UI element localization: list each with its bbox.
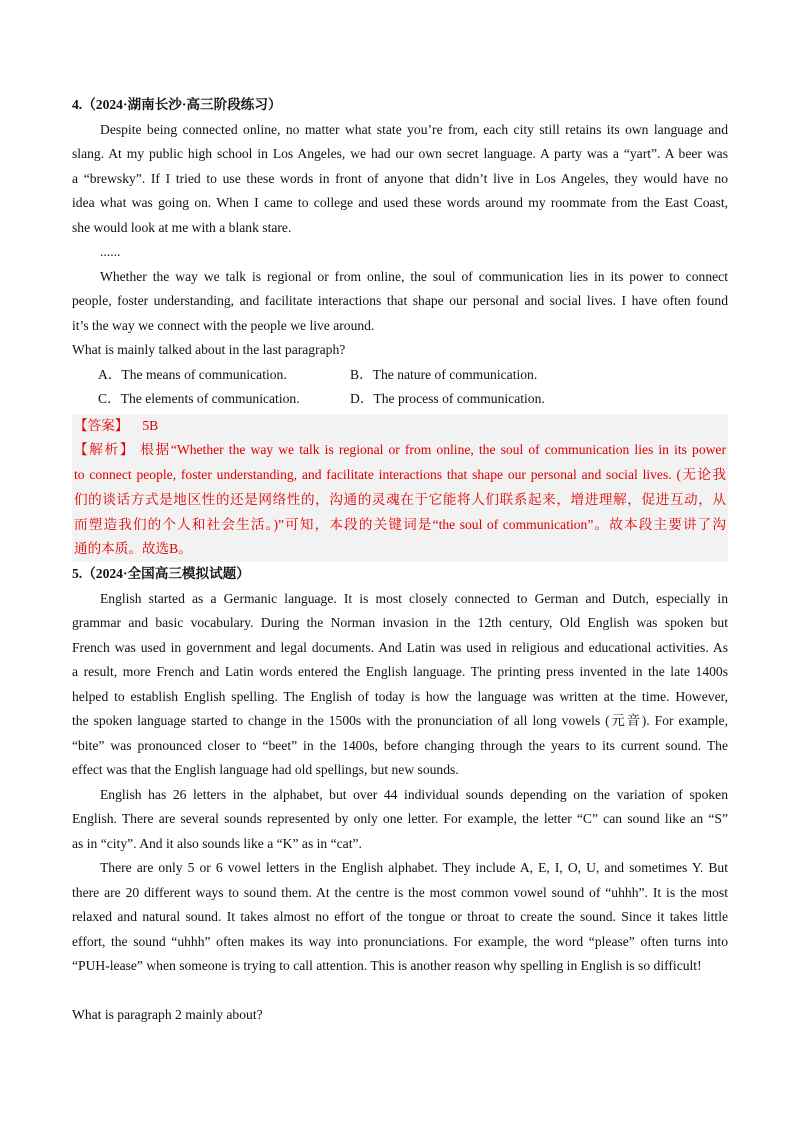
text-line: it’s the way we connect with the people we live around. [72, 317, 375, 333]
answer-line [74, 414, 726, 439]
q4-heading: 4.（2024·湖南长沙·高三阶段练习） [72, 97, 282, 112]
text-line: a result, more French and Latin words entered the English language. The printing press invented in the late 1400s [72, 664, 728, 680]
q4-passage-paragraph-2 [72, 265, 728, 339]
answer-tag: 【答案】 [74, 417, 129, 433]
spacer [72, 979, 728, 1004]
text-line: idea what was going on. When I came to college and used these words around my roommate from the East Coast, [72, 195, 728, 210]
option-c[interactable]: C．The elements of communication. [98, 391, 300, 406]
text-line: English. There are several sounds represented by only one letter. For example, the letter “C” can sound like an “S” [72, 811, 728, 827]
text-line: relaxed and natural sound. It takes almost no effort of the tongue or throat to create the sound. Since it takes little [72, 909, 728, 925]
text-line: “PUH-lease” when someone is trying to call attention. This is another reason why spelling in English is so difficult! [72, 958, 702, 974]
text-line: there are 20 different ways to sound them. At the centre is the most common vowel sound of “uhhh”. It is the most [72, 884, 728, 900]
answer-value: 5B [142, 417, 159, 433]
text-line: people, foster understanding, and facilitate interactions that shape our personal and social lives. I have often found [72, 293, 728, 308]
q4-options-row-2 [72, 387, 728, 412]
text-line: she would look at me with a blank stare. [72, 219, 292, 235]
analysis-line [74, 438, 726, 463]
analysis-tag: 【解析】 [74, 442, 136, 458]
q5-paragraph-1 [72, 587, 728, 783]
text-line: helped to establish English spelling. The English of today is how the language was written at the time. However, [72, 688, 728, 704]
q4-question: What is mainly talked about in the last paragraph? [72, 342, 346, 357]
q5-question: What is paragraph 2 mainly about? [72, 1007, 263, 1023]
q5-paragraph-2 [72, 783, 728, 857]
answer-analysis-box [72, 414, 728, 563]
q4-options-row-1 [72, 363, 728, 388]
analysis-line: 通的本质。故选B。 [74, 541, 192, 557]
text-line: as in “city”. And it also sounds like a “K” as in “cat”. [72, 835, 362, 851]
q5-paragraph-3 [72, 856, 728, 979]
q4-passage-paragraph-1 [72, 118, 728, 241]
analysis-text: 根据“Whether the way we talk is regional or from online, the soul of communication lies in its power [140, 442, 726, 458]
text-line: French was used in government and legal documents. And Latin was used in religious and educational activities. As [72, 639, 728, 655]
option-a[interactable]: A．The means of communication. [98, 366, 287, 382]
text-line: There are only 5 or 6 vowel letters in the English alphabet. They include A, E, I, O, U, and sometimes Y. But [100, 860, 728, 876]
analysis-line: to connect people, foster understanding, and facilitate interactions that shape our personal and social lives. (无论我 [74, 467, 726, 483]
ellipsis: ...... [100, 244, 121, 259]
text-line: Whether the way we talk is regional or from online, the soul of communication lies in its power to connect [100, 268, 728, 284]
text-line: slang. At my public high school in Los Angeles, we had our own secret language. A party was a “yart”. A beer was [72, 146, 728, 161]
option-b[interactable]: B．The nature of communication. [350, 366, 538, 382]
q5-heading: 5.（2024·全国高三模拟试题） [72, 566, 250, 582]
text-line: English has 26 letters in the alphabet, but over 44 individual sounds depending on the variation of spoken [100, 786, 728, 802]
text-line: “bite” was pronounced closer to “beet” in the 1400s, before changing through the years to its current sound. The [72, 737, 728, 753]
text-line: a “brewsky”. If I tried to use these words in front of anyone that didn’t live in Los Angeles, they would have no [72, 170, 728, 186]
text-line: English started as a Germanic language. It is most closely connected to German and Dutch, especially in [100, 590, 728, 606]
analysis-line: 而塑造我们的个人和社会生活。)”可知，本段的关键词是“the soul of communication”。故本段主要讲了沟 [74, 516, 726, 532]
text-line: grammar and basic vocabulary. During the Norman invasion in the 12th century, Old English was spoken but [72, 615, 728, 631]
text-line: effort, the sound “uhhh” often makes its way into pronunciations. For example, the word “please” often turns into [72, 933, 728, 949]
analysis-line: 们的谈话方式是地区性的还是网络性的，沟通的灵魂在于它能将人们联系起来，增进理解，促进互动，从 [74, 491, 726, 507]
text-line: the spoken language started to change in the 1500s with the pronunciation of all long vowels (元音). For example, [72, 713, 728, 729]
text-line: Despite being connected online, no matter what state you’re from, each city still retains its own language and [100, 121, 728, 137]
page-content [72, 93, 728, 1028]
text-line: effect was that the English language had old spellings, but new sounds. [72, 762, 459, 778]
option-d[interactable]: D．The process of communication. [350, 391, 545, 406]
